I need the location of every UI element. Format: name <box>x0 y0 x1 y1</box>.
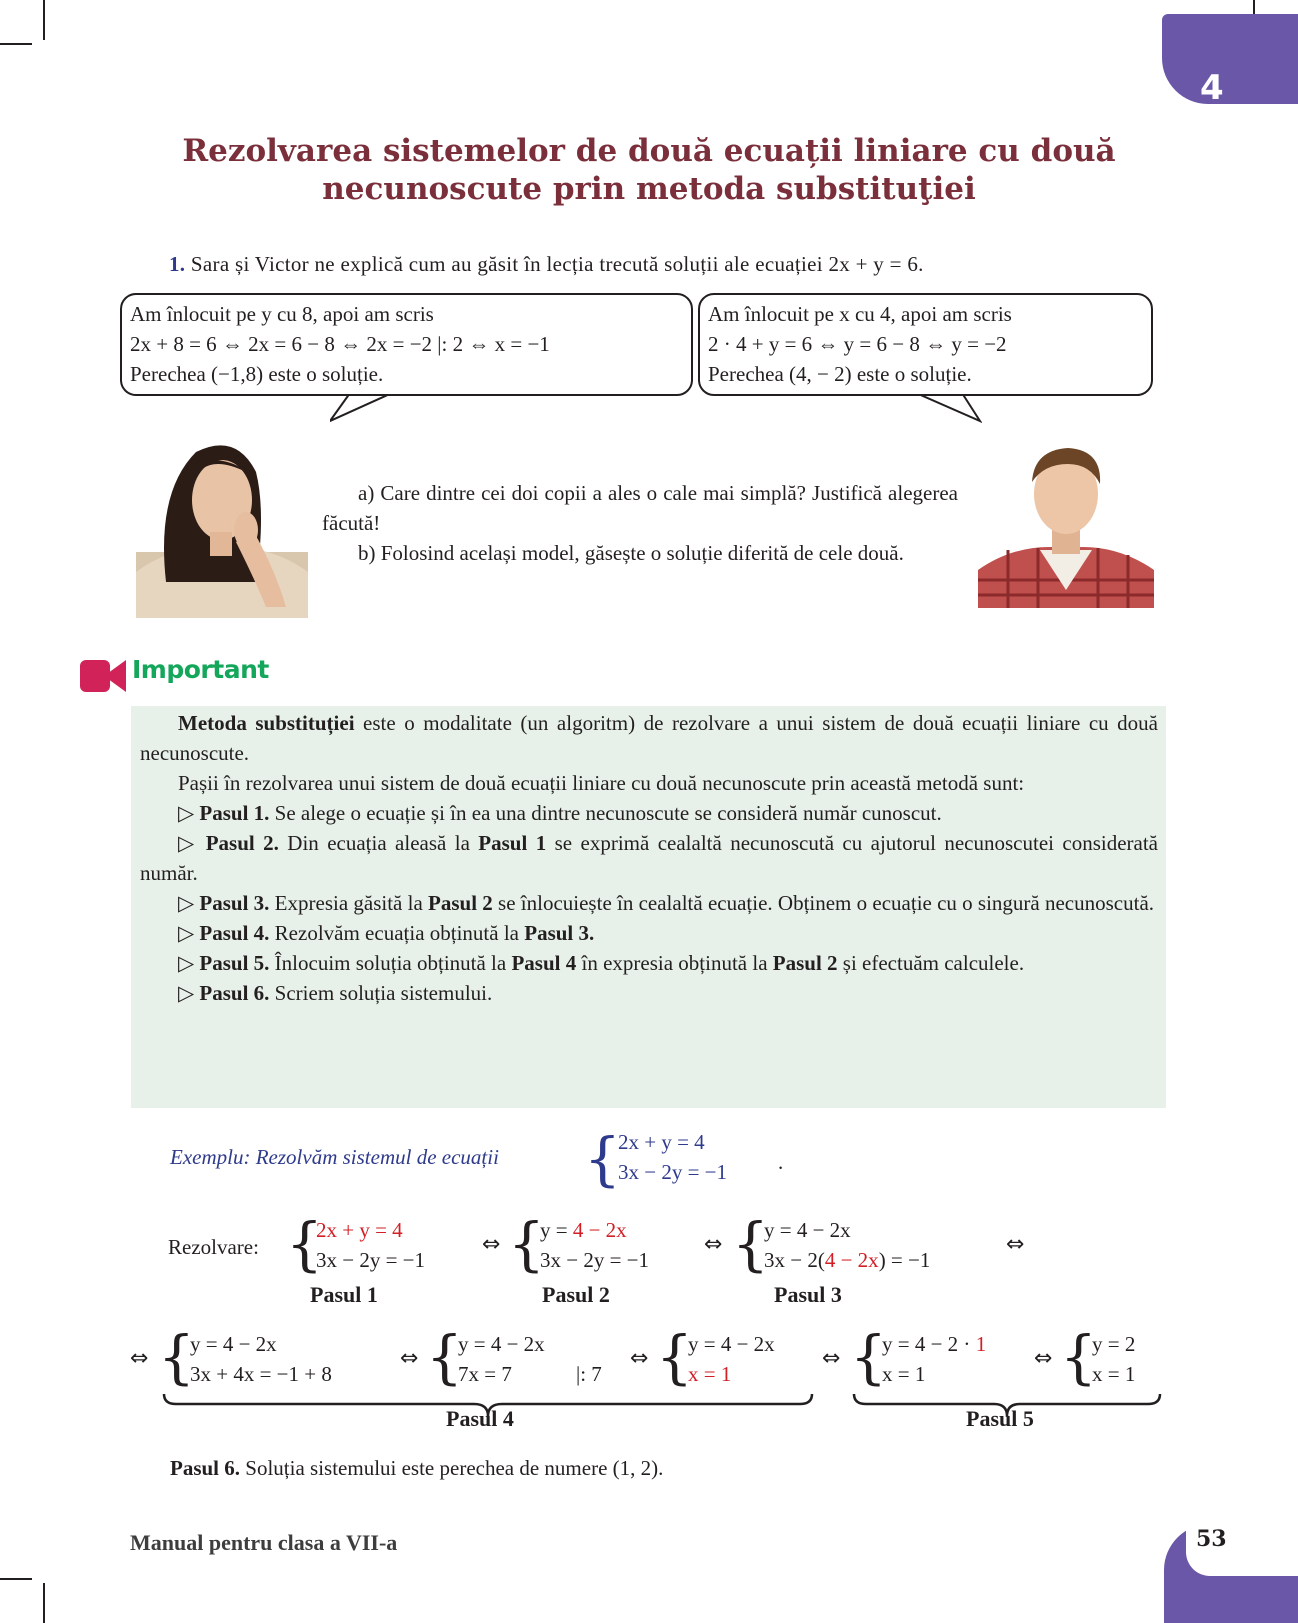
speech-bubble-victor <box>698 293 1153 396</box>
page-title <box>120 132 1178 208</box>
bubble-right-line-2: 2 · 4 + y = 6 ⇔ y = 6 − 8 ⇔ y = −2 <box>708 332 1007 356</box>
system-3-eq-2: 3x − 2(4 − 2x) = −1 <box>764 1248 931 1272</box>
system-3-brace: { <box>732 1210 769 1278</box>
system-5-brace: { <box>426 1323 463 1391</box>
pasul-5-label: Pasul 5 <box>966 1406 1034 1431</box>
pasul-3-label: Pasul 3 <box>774 1282 842 1307</box>
crop-mark <box>0 43 32 45</box>
important-intro: Metoda substituției este o modalitate (un algoritm) de rezolvare a unui sistem de două ecuații liniare cu două necunoscute. <box>140 711 1159 765</box>
step-2: ▷ Pasul 2. Din ecuația aleasă la Pasul 1 se exprimă cealaltă necunoscută cu ajutorul necunoscutei considerată număr. <box>140 831 1159 885</box>
system-5-eq-1: y = 4 − 2x <box>458 1332 545 1356</box>
equivalence-icon: ⇔ <box>704 1232 723 1257</box>
final-solution: Pasul 6. Soluția sistemului este perechea de numere (1, 2). <box>170 1456 664 1480</box>
equivalence-icon: ⇔ <box>482 1232 501 1257</box>
crop-mark <box>0 1578 32 1580</box>
system-7-eq-1: y = 4 − 2 · 1 <box>882 1332 987 1356</box>
exercise-number: 1. <box>169 252 186 276</box>
bubble-tail-left <box>330 393 400 423</box>
step-4: ▷ Pasul 4. Rezolvăm ecuația obținută la Pasul 3. <box>178 921 595 945</box>
chapter-tab <box>1162 14 1298 104</box>
system-4-eq-2: 3x + 4x = −1 + 8 <box>190 1362 332 1386</box>
girl-photo <box>136 432 308 618</box>
system-8-eq-1: y = 2 <box>1092 1332 1136 1356</box>
equivalence-icon: ⇔ <box>1034 1346 1053 1371</box>
system-1-eq-1: 2x + y = 4 <box>316 1218 403 1242</box>
equivalence-icon: ⇔ <box>1006 1232 1025 1257</box>
example-eq-2: 3x − 2y = −1 <box>618 1160 728 1184</box>
system-6-eq-2: x = 1 <box>688 1362 732 1386</box>
speech-bubble-sara <box>120 293 693 396</box>
system-2-brace: { <box>508 1210 545 1278</box>
equivalence-icon: ⇔ <box>630 1346 649 1371</box>
important-icon <box>80 660 126 692</box>
system-6-eq-1: y = 4 − 2x <box>688 1332 775 1356</box>
question-a: a) Care dintre cei doi copii a ales o cale mai simplă? Justifică alegerea făcută! <box>322 481 958 535</box>
step-1: ▷ Pasul 1. Se alege o ecuație și în ea una dintre necunoscute se consideră număr cunoscut. <box>178 801 942 825</box>
step-5: ▷ Pasul 5. Înlocuim soluția obținută la Pasul 4 în expresia obținută la Pasul 2 și efectuăm calculele. <box>178 951 1025 975</box>
important-label: Important <box>132 655 269 684</box>
equivalence-icon: ⇔ <box>822 1346 841 1371</box>
chapter-number: 4 <box>1200 68 1224 108</box>
example-dot: . <box>778 1150 784 1174</box>
example-eq-1: 2x + y = 4 <box>618 1130 705 1154</box>
step-3: ▷ Pasul 3. Expresia găsită la Pasul 2 se înlocuiește în cealaltă ecuație. Obținem o ecuație cu o singură necunoscută. <box>178 891 1155 915</box>
crop-mark <box>43 1583 45 1623</box>
pasul-2-label: Pasul 2 <box>542 1282 610 1307</box>
system-2-eq-1: y = 4 − 2x <box>540 1218 627 1242</box>
system-7-eq-2: x = 1 <box>882 1362 926 1386</box>
important-steps-intro: Pașii în rezolvarea unui sistem de două ecuații liniare cu două necunoscute prin această metodă sunt: <box>178 771 1025 795</box>
system-7-brace: { <box>850 1323 887 1391</box>
questions-block <box>322 478 958 568</box>
boy-photo <box>978 430 1154 608</box>
exercise-prompt <box>169 252 924 277</box>
bubble-right-line-1: Am înlocuit pe x cu 4, apoi am scris <box>708 302 1012 326</box>
question-b: b) Folosind același model, găsește o soluție diferită de cele două. <box>358 541 904 565</box>
system-6-brace: { <box>656 1323 693 1391</box>
bubble-right-line-3: Perechea (4, − 2) este o soluție. <box>708 362 972 386</box>
bubble-tail-right <box>912 393 982 423</box>
solution-label: Rezolvare: <box>168 1235 259 1259</box>
page-number: 53 <box>1196 1526 1227 1552</box>
crop-mark <box>43 0 45 40</box>
title-line-1: Rezolvarea sistemelor de două ecuații liniare cu două <box>182 133 1116 169</box>
system-5-eq-2: 7x = 7 <box>458 1362 512 1386</box>
equivalence-icon: ⇔ <box>130 1346 149 1371</box>
pasul-4-label: Pasul 4 <box>446 1406 514 1431</box>
example-intro: Exemplu: Rezolvăm sistemul de ecuații <box>170 1145 499 1169</box>
system-8-brace: { <box>1060 1323 1097 1391</box>
equivalence-icon: ⇔ <box>400 1346 419 1371</box>
exercise-text: Sara și Victor ne explică cum au găsit în lecția trecută soluții ale ecuației 2x + y = 6. <box>190 252 924 276</box>
system-1-eq-2: 3x − 2y = −1 <box>316 1248 426 1272</box>
important-text <box>140 708 1158 1008</box>
system-5-divide: |: 7 <box>576 1362 602 1386</box>
bubble-left-line-2: 2x + 8 = 6 ⇔ 2x = 6 − 8 ⇔ 2x = −2 |: 2 ⇔ x = −1 <box>130 332 550 356</box>
system-4-eq-1: y = 4 − 2x <box>190 1332 277 1356</box>
bubble-left-line-3: Perechea (−1,8) este o soluție. <box>130 362 384 386</box>
system-8-eq-2: x = 1 <box>1092 1362 1136 1386</box>
footer-book-title: Manual pentru clasa a VII-a <box>130 1530 398 1555</box>
example-brace: { <box>584 1125 621 1193</box>
system-2-eq-2: 3x − 2y = −1 <box>540 1248 650 1272</box>
system-1-brace: { <box>286 1210 323 1278</box>
pasul-1-label: Pasul 1 <box>310 1282 378 1307</box>
step-6: ▷ Pasul 6. Scriem soluția sistemului. <box>178 981 493 1005</box>
system-4-brace: { <box>158 1323 195 1391</box>
bubble-left-line-1: Am înlocuit pe y cu 8, apoi am scris <box>130 302 434 326</box>
title-line-2: necunoscute prin metoda substituţiei <box>322 171 976 207</box>
system-3-eq-1: y = 4 − 2x <box>764 1218 851 1242</box>
